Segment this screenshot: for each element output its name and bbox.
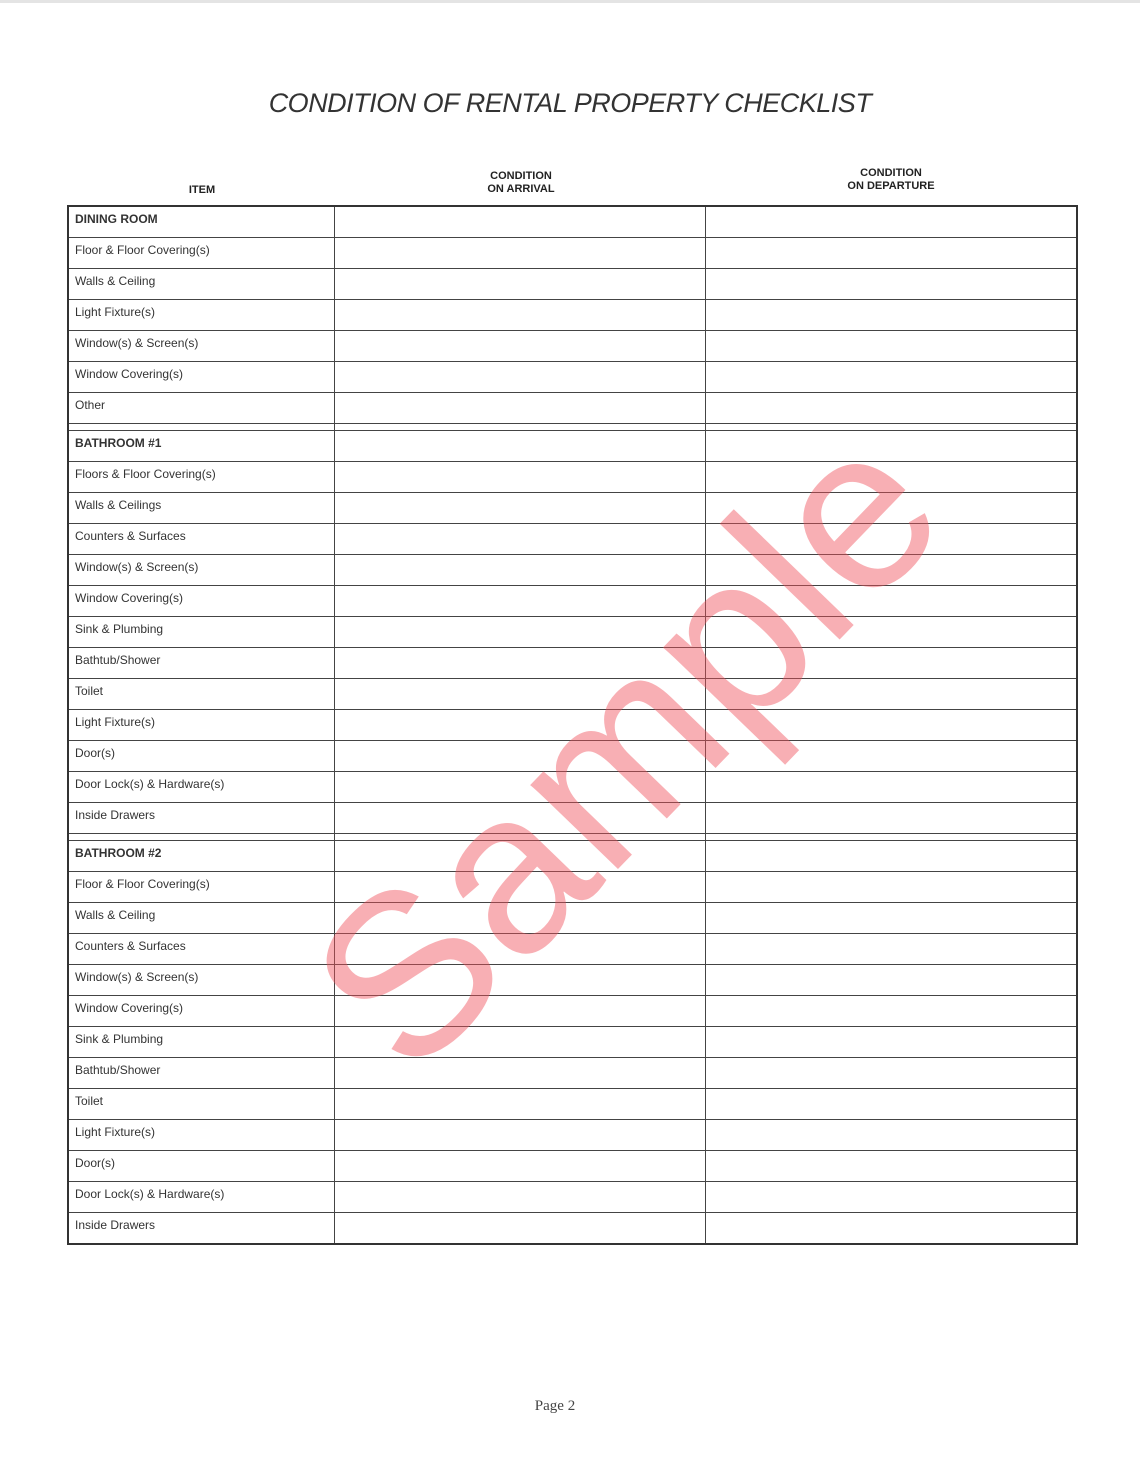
- condition-arrival-cell[interactable]: [334, 462, 705, 493]
- condition-departure-cell[interactable]: [705, 1151, 1077, 1182]
- condition-arrival-cell[interactable]: [334, 393, 705, 424]
- table-row: [68, 524, 1077, 555]
- table-row: [68, 741, 1077, 772]
- condition-departure-cell[interactable]: [705, 803, 1077, 834]
- table-row: [68, 462, 1077, 493]
- table-row: [68, 772, 1077, 803]
- table-row: [68, 1182, 1077, 1213]
- table-row: [68, 872, 1077, 903]
- section-header-row: [68, 841, 1077, 872]
- section-header-row: [68, 431, 1077, 462]
- condition-departure-cell[interactable]: [705, 331, 1077, 362]
- item-label: Walls & Ceilings: [68, 493, 334, 524]
- column-header-item: ITEM: [188, 184, 216, 196]
- condition-arrival-cell[interactable]: [334, 1213, 705, 1245]
- column-header-condition-arrival: CONDITION ON ARRIVAL: [487, 170, 555, 195]
- condition-departure-cell[interactable]: [705, 617, 1077, 648]
- condition-departure-cell[interactable]: [705, 586, 1077, 617]
- table-row: [68, 393, 1077, 424]
- condition-arrival-cell[interactable]: [334, 555, 705, 586]
- condition-departure-cell[interactable]: [705, 300, 1077, 331]
- condition-departure-cell[interactable]: [705, 206, 1077, 238]
- checklist-table: [67, 205, 1078, 1245]
- condition-departure-cell[interactable]: [705, 393, 1077, 424]
- condition-departure-cell[interactable]: [705, 772, 1077, 803]
- section-header-row: [68, 206, 1077, 238]
- table-row: [68, 903, 1077, 934]
- table-row: [68, 996, 1077, 1027]
- condition-arrival-cell[interactable]: [334, 269, 705, 300]
- condition-departure-cell[interactable]: [705, 996, 1077, 1027]
- condition-departure-cell[interactable]: [705, 710, 1077, 741]
- condition-departure-cell[interactable]: [705, 462, 1077, 493]
- table-row: [68, 493, 1077, 524]
- condition-departure-cell[interactable]: [705, 431, 1077, 462]
- condition-arrival-cell[interactable]: [334, 903, 705, 934]
- condition-arrival-cell[interactable]: [334, 996, 705, 1027]
- condition-arrival-cell[interactable]: [334, 1151, 705, 1182]
- section-title: BATHROOM #2: [68, 841, 334, 872]
- item-label: Walls & Ceiling: [68, 903, 334, 934]
- condition-departure-cell[interactable]: [705, 872, 1077, 903]
- condition-departure-cell[interactable]: [705, 493, 1077, 524]
- divider-cell: [334, 424, 705, 431]
- table-row: [68, 1089, 1077, 1120]
- item-label: Bathtub/Shower: [68, 648, 334, 679]
- condition-arrival-cell[interactable]: [334, 524, 705, 555]
- table-row: [68, 803, 1077, 834]
- condition-arrival-cell[interactable]: [334, 772, 705, 803]
- condition-departure-cell[interactable]: [705, 648, 1077, 679]
- divider-cell: [705, 834, 1077, 841]
- condition-arrival-cell[interactable]: [334, 710, 705, 741]
- section-title: BATHROOM #1: [68, 431, 334, 462]
- table-row: [68, 710, 1077, 741]
- section-divider: [68, 424, 1077, 431]
- condition-arrival-cell[interactable]: [334, 1027, 705, 1058]
- condition-departure-cell[interactable]: [705, 1027, 1077, 1058]
- condition-departure-cell[interactable]: [705, 362, 1077, 393]
- item-label: Light Fixture(s): [68, 300, 334, 331]
- condition-arrival-cell[interactable]: [334, 1089, 705, 1120]
- item-label: Bathtub/Shower: [68, 1058, 334, 1089]
- section-title: DINING ROOM: [68, 206, 334, 238]
- item-label: Sink & Plumbing: [68, 1027, 334, 1058]
- page-number: Page 2: [534, 1398, 576, 1414]
- item-label: Floor & Floor Covering(s): [68, 238, 334, 269]
- item-label: Counters & Surfaces: [68, 524, 334, 555]
- condition-departure-cell[interactable]: [705, 1058, 1077, 1089]
- item-label: Toilet: [68, 679, 334, 710]
- table-row: [68, 934, 1077, 965]
- item-label: Door(s): [68, 1151, 334, 1182]
- item-label: Window(s) & Screen(s): [68, 965, 334, 996]
- item-label: Window Covering(s): [68, 586, 334, 617]
- condition-arrival-cell[interactable]: [334, 617, 705, 648]
- page-title: CONDITION OF RENTAL PROPERTY CHECKLIST: [268, 88, 872, 118]
- item-label: Light Fixture(s): [68, 710, 334, 741]
- table-row: [68, 586, 1077, 617]
- table-row: [68, 269, 1077, 300]
- condition-arrival-cell[interactable]: [334, 431, 705, 462]
- table-row: [68, 679, 1077, 710]
- item-label: Inside Drawers: [68, 1213, 334, 1245]
- condition-arrival-cell[interactable]: [334, 586, 705, 617]
- item-label: Walls & Ceiling: [68, 269, 334, 300]
- item-label: Other: [68, 393, 334, 424]
- checklist-body: [68, 206, 1077, 1244]
- item-label: Toilet: [68, 1089, 334, 1120]
- condition-departure-cell[interactable]: [705, 934, 1077, 965]
- table-row: [68, 300, 1077, 331]
- divider-cell: [68, 424, 334, 431]
- condition-departure-cell[interactable]: [705, 1089, 1077, 1120]
- condition-arrival-cell[interactable]: [334, 934, 705, 965]
- condition-departure-cell[interactable]: [705, 269, 1077, 300]
- condition-arrival-cell[interactable]: [334, 841, 705, 872]
- condition-arrival-cell[interactable]: [334, 493, 705, 524]
- table-row: [68, 648, 1077, 679]
- condition-arrival-cell[interactable]: [334, 648, 705, 679]
- item-label: Door(s): [68, 741, 334, 772]
- condition-arrival-cell[interactable]: [334, 741, 705, 772]
- table-row: [68, 617, 1077, 648]
- condition-arrival-cell[interactable]: [334, 1120, 705, 1151]
- item-label: Counters & Surfaces: [68, 934, 334, 965]
- condition-departure-cell[interactable]: [705, 238, 1077, 269]
- divider-cell: [334, 834, 705, 841]
- item-label: Door Lock(s) & Hardware(s): [68, 772, 334, 803]
- item-label: Window Covering(s): [68, 996, 334, 1027]
- condition-departure-cell[interactable]: [705, 903, 1077, 934]
- condition-departure-cell[interactable]: [705, 965, 1077, 996]
- condition-arrival-cell[interactable]: [334, 206, 705, 238]
- divider-cell: [68, 834, 334, 841]
- table-row: [68, 1120, 1077, 1151]
- section-divider: [68, 834, 1077, 841]
- item-label: Window(s) & Screen(s): [68, 331, 334, 362]
- column-header-condition-departure: CONDITION ON DEPARTURE: [847, 167, 935, 192]
- condition-arrival-cell[interactable]: [334, 965, 705, 996]
- condition-arrival-cell[interactable]: [334, 331, 705, 362]
- divider-cell: [705, 424, 1077, 431]
- condition-departure-cell[interactable]: [705, 841, 1077, 872]
- condition-departure-cell[interactable]: [705, 741, 1077, 772]
- condition-arrival-cell[interactable]: [334, 1058, 705, 1089]
- item-label: Floor & Floor Covering(s): [68, 872, 334, 903]
- condition-arrival-cell[interactable]: [334, 1182, 705, 1213]
- table-row: [68, 238, 1077, 269]
- item-label: Door Lock(s) & Hardware(s): [68, 1182, 334, 1213]
- item-label: Window(s) & Screen(s): [68, 555, 334, 586]
- table-row: [68, 362, 1077, 393]
- condition-departure-cell[interactable]: [705, 1182, 1077, 1213]
- condition-arrival-cell[interactable]: [334, 872, 705, 903]
- item-label: Light Fixture(s): [68, 1120, 334, 1151]
- table-row: [68, 1213, 1077, 1245]
- item-label: Floors & Floor Covering(s): [68, 462, 334, 493]
- item-label: Sink & Plumbing: [68, 617, 334, 648]
- condition-departure-cell[interactable]: [705, 524, 1077, 555]
- table-row: [68, 331, 1077, 362]
- table-row: [68, 1058, 1077, 1089]
- condition-arrival-cell[interactable]: [334, 679, 705, 710]
- item-label: Inside Drawers: [68, 803, 334, 834]
- sample-watermark: Sample: [261, 377, 989, 1117]
- condition-arrival-cell[interactable]: [334, 362, 705, 393]
- table-row: [68, 1027, 1077, 1058]
- table-row: [68, 555, 1077, 586]
- top-rule: [0, 0, 1140, 3]
- condition-arrival-cell[interactable]: [334, 238, 705, 269]
- condition-departure-cell[interactable]: [705, 679, 1077, 710]
- condition-arrival-cell[interactable]: [334, 300, 705, 331]
- table-row: [68, 965, 1077, 996]
- item-label: Window Covering(s): [68, 362, 334, 393]
- condition-departure-cell[interactable]: [705, 1120, 1077, 1151]
- condition-arrival-cell[interactable]: [334, 803, 705, 834]
- table-row: [68, 1151, 1077, 1182]
- condition-departure-cell[interactable]: [705, 555, 1077, 586]
- condition-departure-cell[interactable]: [705, 1213, 1077, 1245]
